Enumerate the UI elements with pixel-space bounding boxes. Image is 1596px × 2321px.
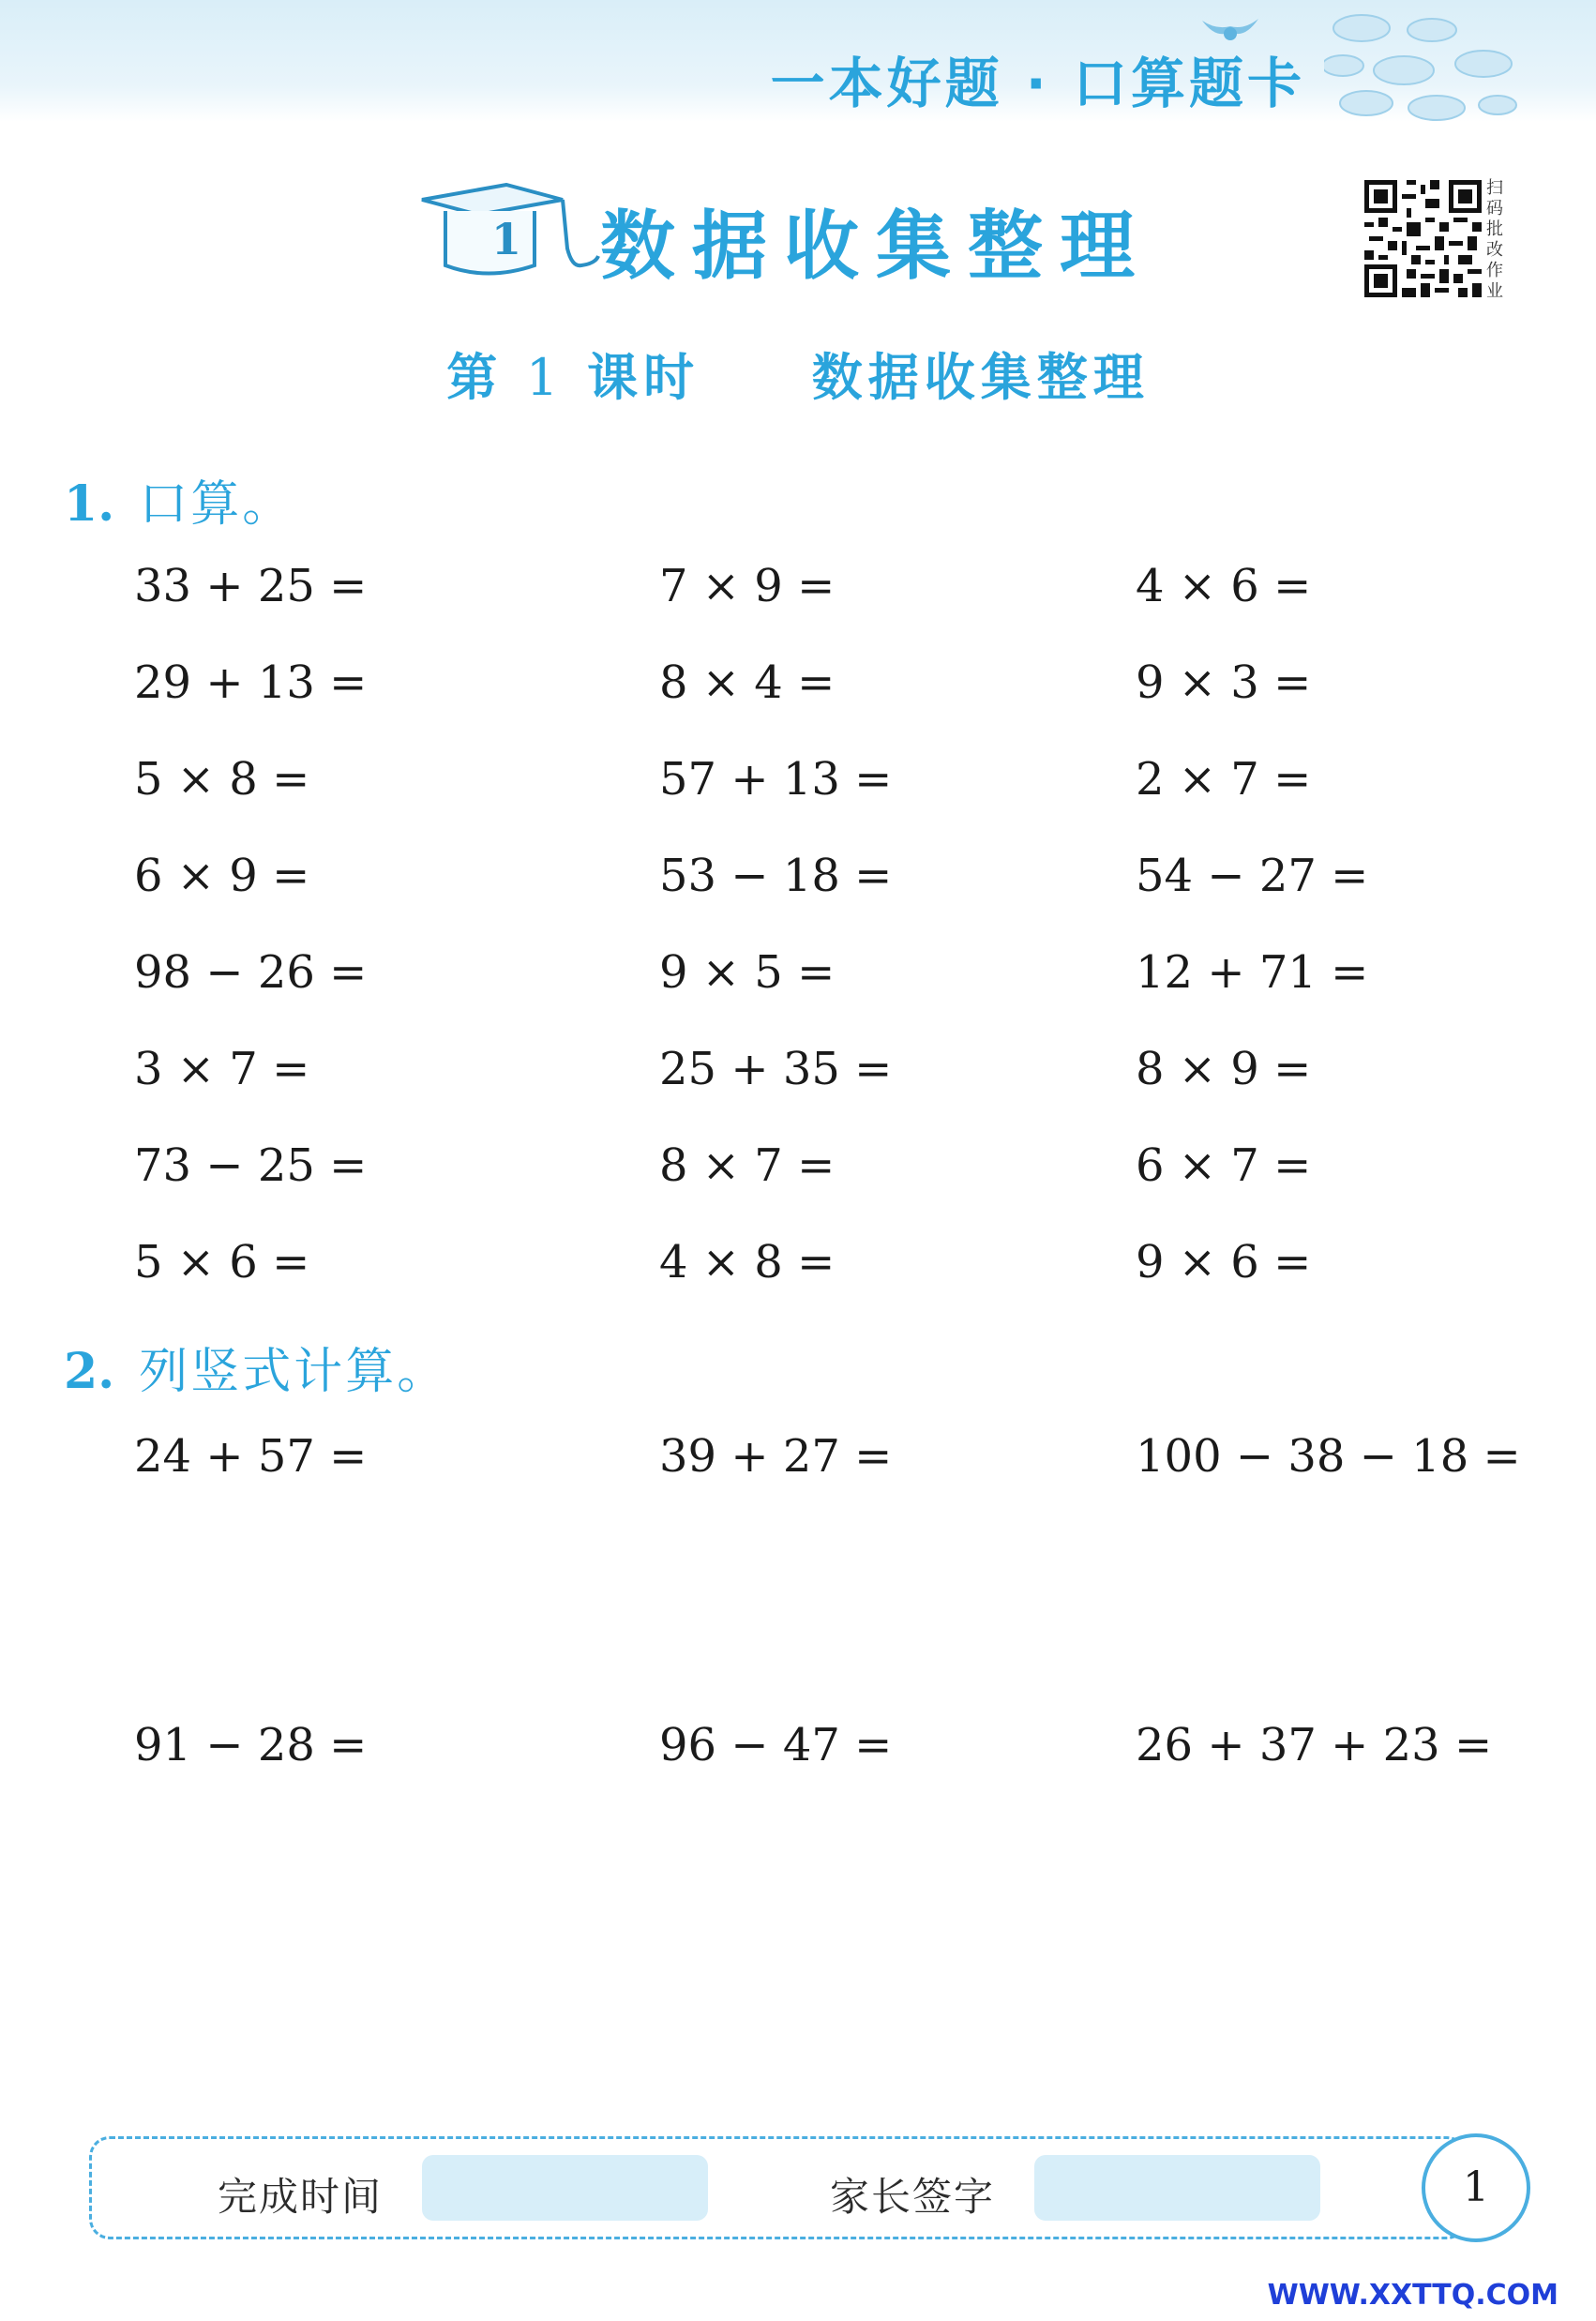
mental-math-problem: 6 × 9 =	[134, 850, 310, 902]
mental-math-problem: 5 × 6 =	[134, 1236, 310, 1289]
mental-math-problem: 73 − 25 =	[134, 1139, 368, 1192]
mental-math-problem: 6 × 7 =	[1136, 1139, 1312, 1192]
vertical-calc-problem: 26 + 37 + 23 =	[1136, 1719, 1493, 1771]
vertical-calc-problem: 39 + 27 =	[659, 1430, 893, 1483]
vertical-calc-problem: 96 − 47 =	[659, 1719, 893, 1771]
mental-math-problem: 9 × 6 =	[1136, 1236, 1312, 1289]
mental-math-problem: 3 × 7 =	[134, 1043, 310, 1095]
section-2-number: 2.	[64, 1343, 115, 1400]
mental-math-problem: 7 × 9 =	[659, 560, 836, 612]
mental-math-problem: 57 + 13 =	[659, 753, 893, 806]
qr-caption: 扫码批改作业	[1486, 178, 1503, 301]
mental-math-problem: 33 + 25 =	[134, 560, 368, 612]
section-1-heading	[64, 464, 294, 535]
mental-math-problem: 8 × 7 =	[659, 1139, 836, 1192]
watermark: WWW.XXTTQ.COM	[1267, 2279, 1558, 2312]
parent-signature-field[interactable]	[1034, 2155, 1320, 2221]
lesson-number: 1	[526, 348, 565, 407]
mental-math-problem: 4 × 8 =	[659, 1236, 836, 1289]
section-1-title: 口算。	[139, 476, 294, 533]
vertical-calc-problem: 100 − 38 − 18 =	[1136, 1430, 1521, 1483]
page-number: 1	[1422, 2133, 1530, 2242]
mental-math-problem: 5 × 8 =	[134, 753, 310, 806]
header-title: 一本好题 · 口算题卡	[770, 52, 1305, 115]
mental-math-problem: 2 × 7 =	[1136, 753, 1312, 806]
parent-signature-label: 家长签字	[830, 2174, 996, 2220]
vertical-calc-problem: 24 + 57 =	[134, 1430, 368, 1483]
section-2-heading	[64, 1332, 448, 1402]
mental-math-problem: 8 × 9 =	[1136, 1043, 1312, 1095]
mental-math-problem: 8 × 4 =	[659, 656, 836, 709]
qr-code-icon[interactable]	[1364, 180, 1482, 297]
lesson-heading	[0, 338, 1596, 410]
vertical-calc-problem: 91 − 28 =	[134, 1719, 368, 1771]
mental-math-problem: 53 − 18 =	[659, 850, 893, 902]
cloud-decoration-icon	[1324, 9, 1521, 122]
unit-number: 1	[490, 214, 521, 264]
section-2-title: 列竖式计算。	[139, 1344, 449, 1400]
mental-math-problem: 12 + 71 =	[1136, 946, 1369, 999]
mental-math-problem: 98 − 26 =	[134, 946, 368, 999]
mental-math-problem: 54 − 27 =	[1136, 850, 1369, 902]
section-1-number: 1.	[64, 475, 115, 533]
lesson-prefix: 第	[446, 348, 504, 407]
unit-title: 数据收集整理	[600, 203, 1152, 290]
mental-math-problem: 9 × 3 =	[1136, 656, 1312, 709]
mental-math-problem: 9 × 5 =	[659, 946, 836, 999]
mental-math-problem: 25 + 35 =	[659, 1043, 893, 1095]
completion-time-field[interactable]	[422, 2155, 708, 2221]
mental-math-problem: 29 + 13 =	[134, 656, 368, 709]
lesson-suffix: 课时	[587, 348, 700, 407]
lesson-title: 数据收集整理	[811, 348, 1150, 407]
completion-time-label: 完成时间	[218, 2174, 384, 2220]
mental-math-problem: 4 × 6 =	[1136, 560, 1312, 612]
